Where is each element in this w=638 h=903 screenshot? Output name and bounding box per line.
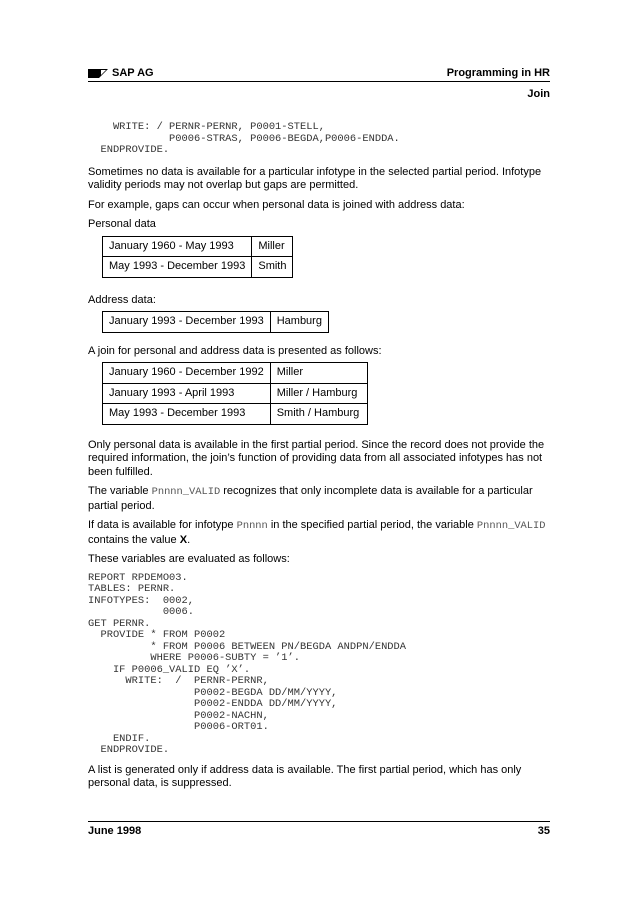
text-span: The variable: [88, 485, 152, 497]
code-snippet-write: WRITE: / PERNR-PERNR, P0001-STELL, P0006-STRAS, P0006-BEGDA,P0006-ENDDA. ENDPROVIDE.: [100, 121, 400, 156]
table-row: [103, 404, 368, 425]
address-data-table: [102, 311, 329, 333]
table-cell: Hamburg: [270, 312, 328, 333]
code-inline: Pnnnn_VALID: [476, 520, 546, 532]
paragraph-valid-value: [88, 519, 550, 547]
header-subtitle: Join: [527, 88, 550, 100]
table-cell: January 1993 - December 1993: [103, 312, 271, 333]
paragraph-first-period: Only personal data is available in the first partial period. Since the record does not provide the required information, the join’s function of providing data from all associated infotypes has not been fulfilled.: [88, 438, 545, 478]
code-report-rpdemo03: REPORT RPDEMO03. TABLES: PERNR. INFOTYPES: 0002, 0006. GET PERNR. PROVIDE * FROM P0002 * FROM P0006 BETWEEN PN/BEGDA ANDPN/ENDDA WHERE P0006-SUBTY = ’1’. IF P0006_VALID EQ ’X’. WRITE: / PERNR-PERNR, P0002-BEGDA DD/MM/YYYY, P0002-ENDDA DD/MM/YYYY, P0002-NACHN, P0006-ORT01. ENDIF. ENDPROVIDE.: [88, 571, 407, 756]
table-cell: Smith: [252, 257, 293, 278]
table-cell: January 1960 - December 1992: [103, 363, 271, 384]
table-cell: May 1993 - December 1993: [103, 257, 252, 278]
paragraph-gaps-example: For example, gaps can occur when personal data is joined with address data:: [88, 198, 465, 211]
paragraph-evaluated: These variables are evaluated as follows:: [88, 553, 290, 565]
table-cell: Miller / Hamburg: [270, 383, 367, 404]
text-span: in the specified partial period, the variable: [267, 519, 477, 531]
code-inline: Pnnnn_VALID: [151, 486, 221, 498]
sap-logo-icon: [88, 69, 108, 78]
table-cell: Smith / Hamburg: [270, 404, 367, 425]
paragraph-gaps-intro: Sometimes no data is available for a particular infotype in the selected partial period. Infotype validity periods may not overlap but gaps are permitted.: [88, 165, 542, 191]
table-row: [103, 312, 329, 333]
table-row: [103, 257, 293, 278]
header-title: Programming in HR: [446, 67, 550, 79]
document-body: [88, 122, 550, 797]
text-span: If data is available for infotype: [88, 519, 237, 531]
table-cell: May 1993 - December 1993: [103, 404, 271, 425]
personal-data-label: Personal data: [88, 218, 156, 230]
table-cell: Miller: [252, 236, 293, 257]
text-span: recognizes that only incomplete data is available for a particular partial period.: [88, 485, 533, 512]
join-data-table: [102, 362, 368, 425]
header-rule: [88, 81, 550, 82]
company-name: SAP AG: [112, 67, 154, 79]
page-number: 35: [537, 825, 550, 837]
table-cell: January 1960 - May 1993: [103, 236, 252, 257]
paragraph-valid-variable: [88, 485, 550, 513]
address-data-label: Address data:: [88, 293, 156, 306]
company-logo: [88, 67, 154, 79]
table-row: [103, 363, 368, 384]
text-span: .: [187, 533, 191, 546]
footer-date: June 1998: [88, 825, 142, 837]
footer-rule: [88, 821, 550, 822]
table-cell: January 1993 - April 1993: [103, 383, 271, 404]
join-data-label: A join for personal and address data is presented as follows:: [88, 344, 382, 357]
paragraph-list-generated: A list is generated only if address data is available. The first partial period, which has only personal data, is suppressed.: [88, 763, 522, 789]
table-row: [103, 383, 368, 404]
text-span: contains the value: [88, 533, 180, 546]
personal-data-table: [102, 236, 293, 278]
table-row: [103, 236, 293, 257]
bold-value: X: [179, 533, 188, 546]
table-cell: Miller: [270, 363, 367, 384]
code-inline: Pnnnn: [236, 520, 268, 532]
